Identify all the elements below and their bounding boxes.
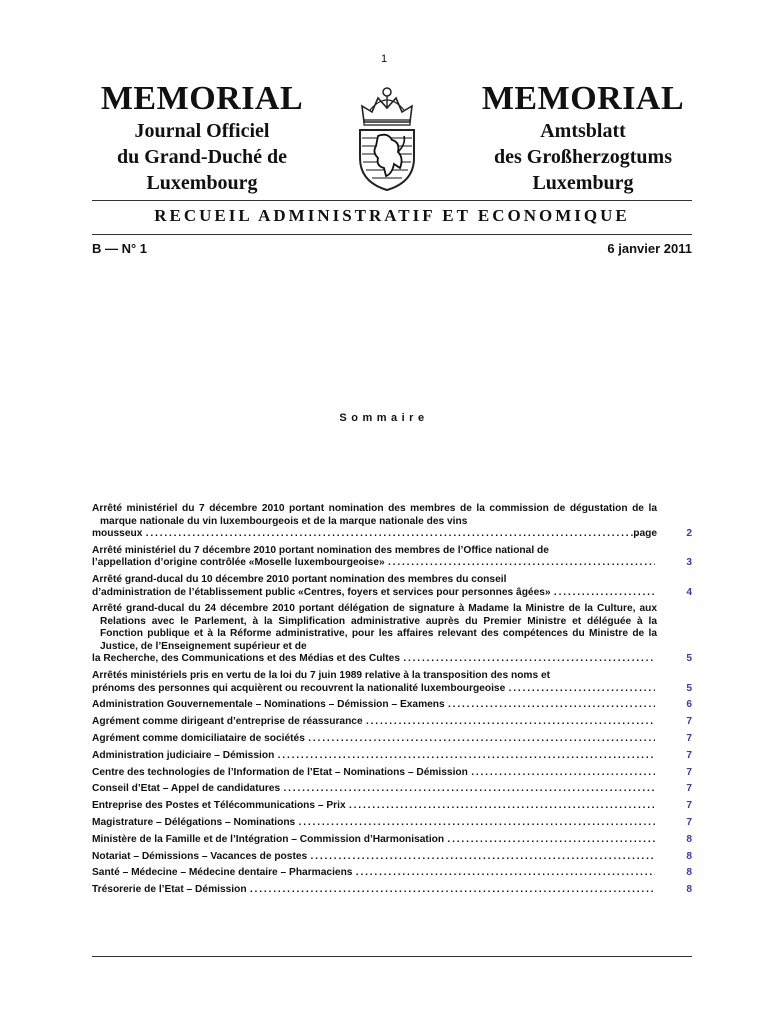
middle-rule — [92, 234, 692, 235]
toc-entry[interactable] — [92, 867, 692, 880]
subtitle-line-1-right: Amtsblatt — [540, 120, 626, 142]
sommaire-heading: Sommaire — [339, 412, 429, 424]
toc-page-number[interactable]: 4 — [686, 586, 692, 598]
toc-entry-title-end: Notariat – Démissions – Vacances de postes — [92, 850, 308, 862]
toc-entry-title-end: Entreprise des Postes et Télécommunications – Prix — [92, 800, 346, 812]
issue-number: B — N° 1 — [92, 241, 148, 256]
subtitle-line-1-left: Journal Officiel — [134, 120, 270, 142]
dot-leader — [447, 699, 655, 712]
subtitle-line-3-left: Luxembourg — [146, 172, 258, 194]
dot-leader — [348, 800, 655, 813]
toc-page-number[interactable]: 6 — [686, 699, 692, 711]
toc-page-number[interactable]: 7 — [686, 766, 692, 778]
dot-leader — [402, 653, 655, 666]
toc-entry-title-end: Ministère de la Famille et de l’Intégration – Commission d’Harmonisation — [92, 833, 445, 845]
toc-entry[interactable] — [92, 851, 692, 864]
toc-page-number[interactable]: 2 — [686, 528, 692, 539]
toc-entry-title-end: d’administration de l’établissement public «Centres, foyers et services pour personnes âgées» — [92, 586, 551, 598]
toc-page-number[interactable]: 8 — [686, 884, 692, 896]
toc-entry[interactable] — [92, 545, 692, 570]
toc-entry-title: Arrêté ministériel du 7 décembre 2010 portant nomination des membres de la commission de dégustation de la marque nationale du vin luxembourgeois et de la marque nationale des vins — [92, 503, 657, 527]
memorial-title-left: MEMORIAL — [100, 80, 304, 117]
masthead-left — [82, 80, 322, 196]
dot-leader — [309, 851, 655, 864]
toc-entry[interactable] — [92, 817, 692, 830]
toc-entry-title-end: mousseux — [92, 528, 143, 539]
toc-page-number[interactable]: 8 — [686, 867, 692, 879]
toc-page-number[interactable]: 7 — [686, 800, 692, 812]
dot-leader — [144, 528, 638, 541]
toc-entry-title-end: Trésorerie de l’Etat – Démission — [92, 884, 247, 896]
toc-entry-title-end: Conseil d’Etat – Appel de candidatures — [92, 783, 281, 795]
toc-page-number[interactable]: 7 — [686, 749, 692, 761]
dot-leader — [470, 767, 655, 780]
toc-entry-title: Arrêtés ministériels pris en vertu de la loi du 7 juin 1989 relative à la transposition des noms et — [92, 670, 551, 682]
toc-page-number[interactable]: 7 — [686, 817, 692, 829]
toc-entry-title: Arrêté grand-ducal du 10 décembre 2010 portant nomination des membres du conseil — [92, 574, 507, 586]
dot-leader — [365, 716, 655, 729]
toc-page-number[interactable]: 7 — [686, 716, 692, 728]
toc-page-number[interactable]: 7 — [686, 783, 692, 795]
dot-leader — [307, 733, 655, 746]
page-number: 1 — [380, 53, 388, 65]
toc-entry-title-end: l’appellation d’origine contrôlée «Moselle luxembourgeoise» — [92, 557, 385, 569]
dot-leader — [446, 834, 655, 847]
subtitle-line-2-left: du Grand-Duché de — [116, 146, 288, 168]
table-of-contents — [92, 503, 692, 901]
recueil-heading: RECUEIL ADMINISTRATIF ET ECONOMIQUE — [154, 206, 630, 225]
coat-of-arms-icon — [348, 84, 426, 194]
toc-page-number[interactable]: 7 — [686, 733, 692, 745]
masthead-right — [463, 80, 703, 196]
subtitle-line-2-right: des Großherzogtums — [494, 146, 672, 168]
memorial-title-right: MEMORIAL — [481, 80, 685, 117]
dot-leader — [553, 587, 655, 600]
toc-entry[interactable] — [92, 603, 692, 666]
dot-leader — [249, 884, 655, 897]
toc-entry[interactable] — [92, 670, 692, 695]
bottom-rule — [92, 956, 692, 957]
toc-entry[interactable] — [92, 503, 692, 541]
toc-entry[interactable] — [92, 800, 692, 813]
toc-entry[interactable] — [92, 574, 692, 599]
dot-leader — [354, 867, 655, 880]
toc-entry[interactable] — [92, 884, 692, 897]
toc-entry-title-end: Santé – Médecine – Médecine dentaire – Pharmaciens — [92, 867, 353, 879]
toc-entry[interactable] — [92, 716, 692, 729]
page-label: page — [633, 528, 657, 539]
toc-page-number[interactable]: 5 — [686, 653, 692, 665]
toc-page-number[interactable]: 5 — [686, 682, 692, 694]
toc-entry-title-end: Centre des technologies de l’Information de l’Etat – Nominations – Démission — [92, 766, 468, 778]
top-rule — [92, 200, 692, 201]
toc-entry[interactable] — [92, 733, 692, 746]
toc-entry-title-end: la Recherche, des Communications et des Médias et des Cultes — [92, 653, 400, 665]
subtitle-line-3-right: Luxemburg — [532, 172, 634, 194]
toc-entry-title-end: Agrément comme dirigeant d’entreprise de réassurance — [92, 716, 363, 728]
toc-page-number[interactable]: 3 — [686, 557, 692, 569]
toc-entry[interactable] — [92, 783, 692, 796]
toc-entry[interactable] — [92, 750, 692, 763]
toc-entry-title-end: Administration Gouvernementale – Nominations – Démission – Examens — [92, 699, 445, 711]
toc-entry-title: Arrêté ministériel du 7 décembre 2010 portant nomination des membres de l’Office national de — [92, 544, 549, 556]
toc-entry-title-end: Magistrature – Délégations – Nominations — [92, 817, 296, 829]
dot-leader — [507, 683, 655, 696]
toc-entry-title: Arrêté grand-ducal du 24 décembre 2010 portant délégation de signature à Madame la Ministre de la Culture, aux Relations avec le Parlement, à la Simplification administrative auprès du Premier Ministre et déléguée à la Fonction publique et à la Réforme administrative, pour les affaires relevant des compétences du Ministre de la Justice, de l’Enseignement supérieur et de — [92, 603, 657, 652]
toc-page-number[interactable]: 8 — [686, 850, 692, 862]
toc-entry[interactable] — [92, 767, 692, 780]
dot-leader — [297, 817, 655, 830]
toc-entry-title-end: prénoms des personnes qui acquièrent ou recouvrent la nationalité luxembourgeoise — [92, 682, 506, 694]
dot-leader — [282, 783, 655, 796]
toc-entry-title-end: Agrément comme domiciliataire de sociétés — [92, 733, 305, 745]
dot-leader — [387, 557, 655, 570]
issue-date: 6 janvier 2011 — [607, 241, 692, 256]
toc-entry-title-end: Administration judiciaire – Démission — [92, 749, 275, 761]
toc-entry[interactable] — [92, 834, 692, 847]
toc-page-number[interactable]: 8 — [686, 833, 692, 845]
dot-leader — [276, 750, 655, 763]
toc-entry[interactable] — [92, 699, 692, 712]
